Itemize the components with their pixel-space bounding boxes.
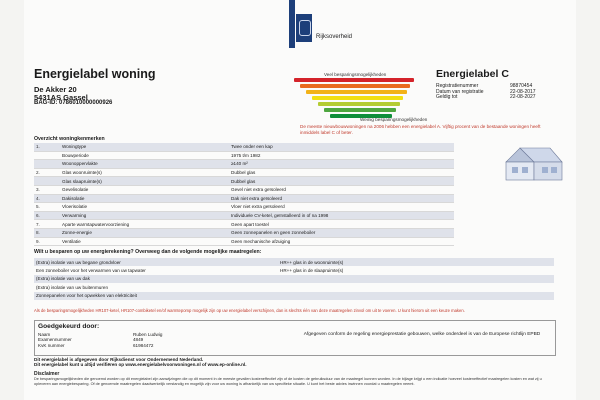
row-label: Ventilatie [60,237,229,246]
row-value: ≥140 m² [229,160,454,169]
approver-details [38,332,162,348]
row-label: Gevelisolatie [60,185,229,194]
row-value: Geen mechanische afzuiging [229,237,454,246]
table-row [34,143,454,151]
address-postcode: 5431AS Gassel [34,93,88,102]
rijksoverheid-logo [296,14,312,42]
scale-bar [324,108,396,112]
scale-bar [294,78,414,82]
row-number: 4. [34,194,60,203]
logo-bar [289,0,295,48]
energy-label-document [24,0,576,400]
intro-text: De meeste nieuwbouwwoningen na 2006 hebben een energielabel A. Vijftig procent van de bestaande woningen heeft inmiddels label C of beter. [300,124,541,135]
row-value: Geen zonnepanelen en geen zonneboiler [229,228,454,237]
advice-row [34,283,554,291]
advice-table [34,258,554,300]
approver-value: 4849 [133,337,144,343]
issued-by [34,357,247,368]
row-label: Woonoppervlakte [60,160,229,169]
row-number: 2. [34,168,60,177]
row-number: 6. [34,211,60,220]
row-value: Vloer niet extra geïsoleerd [229,203,454,212]
approver-value: Ruben Ludwig [133,332,163,337]
disclaimer-text: De besparingsmogelijkheden die genoemd worden op dit energielabel zijn aanwijzingen die op dit moment in de meeste gevallen kosteneffectief zijn of de kosten de gebruiksduur van de maatregel kunnen worden. In de bijlage krijgt u een indicatie hoeveel kosteneffectief maatregelen kosten en wat zij u opleveren aan energiebesparing. Of de genoemde maatregelen daadwerkelijk verstandig en mogelijk zijn voor uw woning is afhankelijk van uw specifieke situatie. U kunt het beste advies inwinnen voordat u maatregelen neemt. [34,377,542,386]
overview-heading: Overzicht woningkenmerken [34,136,105,142]
row-label: Verwarming [60,211,229,220]
row-number [34,160,60,169]
row-label: Woningtype [60,143,229,151]
table-row [34,194,454,203]
advice-row [34,258,554,266]
row-value: Individuele CV-ketel, geïnstalleerd in of na 1998 [229,211,454,220]
scale-bottom-text: Weinig besparingsmogelijkheden [360,117,428,122]
row-value: Geen apart toestel [229,220,454,229]
table-row [34,185,454,194]
row-value: 1975 t/m 1982 [229,151,454,160]
advice-item: HR++ glas in de woonruimte(s) [280,259,344,265]
advice-row [34,266,554,274]
row-label: Glas slaapruimte(s) [60,177,229,186]
table-row [34,237,454,246]
row-number [34,151,60,160]
energy-scale [294,78,434,122]
approver-value: 61984472 [133,342,154,348]
advice-row [34,275,554,283]
row-label: Dakisolatie [60,194,229,203]
scale-bar [318,102,400,106]
row-number: 5. [34,203,60,212]
advice-note: Als de besparingsmogelijkheden HR107-ketel, HR107-combiketel en/of warmtepomp mogelijk zijn op uw energielabel verschijnen, dan is slechts één van deze maatregelen zinvol om uit te voeren. U kunt hierom uit een keuze maken. [34,308,465,313]
energy-class-title: Energielabel C [436,68,509,80]
row-value: Dak niet extra geïsoleerd [229,194,454,203]
address-street: De Akker 20 [34,85,77,94]
approved-box [34,320,556,356]
row-number: 3. [34,185,60,194]
row-value: Dubbel glas [229,177,454,186]
bag-id: BAG-ID: 0786010000000926 [34,100,113,106]
table-row [34,177,454,186]
table-row [34,151,454,160]
advice-item: (Extra) isolatie van uw buitenmuren [36,284,109,290]
row-value: Twee onder een kap [229,143,454,151]
document-title: Energielabel woning [34,67,156,81]
advice-item: Een zonneboiler voor het verwarmen van uw tapwater [36,268,146,274]
registration-meta [436,84,536,101]
scale-top-text: Veel besparingsmogelijkheden [324,72,387,77]
approver-key: Examennummer [38,337,72,343]
table-row [34,160,454,169]
table-row [34,228,454,237]
issued-line-2: Dit energielabel kunt u altijd verifiëren op www.energielabelvoorwoningen.nl of www.ep-online.nl. [34,362,247,368]
scale-bar [312,96,403,100]
meta-key: Datum van registratie [436,88,484,95]
row-number: 8. [34,228,60,237]
advice-item: (Extra) isolatie van uw begane grondvloer [36,259,121,265]
crest-icon [299,20,311,36]
overview-table [34,143,454,246]
meta-key: Registratienummer [436,83,479,89]
approved-heading: Goedgekeurd door: [38,323,100,330]
row-number: 9. [34,237,60,246]
row-label: Bouwperiode [60,151,229,160]
row-label: Aparte warmtapwatervoorziening [60,220,229,229]
advice-question: Wilt u besparen op uw energierekening? Overweeg dan de volgende mogelijke maatregelen: [34,249,262,255]
approver-key: KvK nummer [38,342,65,348]
meta-key: Geldig tot [436,94,458,101]
meta-value: 22-08-2027 [510,94,536,101]
row-label: Zonne-energie [60,228,229,237]
scale-bar [306,90,407,94]
row-value: Gevel niet extra geïsoleerd [229,185,454,194]
row-label: Vloerisolatie [60,203,229,212]
approver-row [38,343,162,348]
advice-item: Zonnepanelen voor het opwekken van elektriciteit [36,293,137,299]
disclaimer-heading: Disclaimer [34,371,60,377]
scale-bar [300,84,410,88]
row-number: 7. [34,220,60,229]
ministry-name: Rijksoverheid [316,34,353,40]
table-row [34,203,454,212]
meta-value: 22-08-2017 [510,88,536,95]
table-row [34,220,454,229]
approval-declaration: Afgegeven conform de regeling energieprestatie gebouwen, welke onderdeel is van de Europese richtlijn EPBD [303,332,541,337]
issued-line-1: Dit energielabel is afgegeven door Rijksdienst voor Ondernemend Nederland. [34,357,204,362]
approver-key: Naam [38,332,51,337]
row-label: Glas woonruimte(s) [60,168,229,177]
advice-item: (Extra) isolatie van uw dak [36,276,90,282]
advice-item: HR++ glas in de slaapruimte(s) [280,268,344,274]
table-row [34,168,454,177]
row-number [34,177,60,186]
advice-row [34,292,554,300]
house-icon [500,140,568,186]
table-row [34,211,454,220]
row-value: Dubbel glas [229,168,454,177]
row-number: 1. [34,143,60,151]
meta-value: 98870454 [510,83,533,89]
meta-row [436,95,536,101]
